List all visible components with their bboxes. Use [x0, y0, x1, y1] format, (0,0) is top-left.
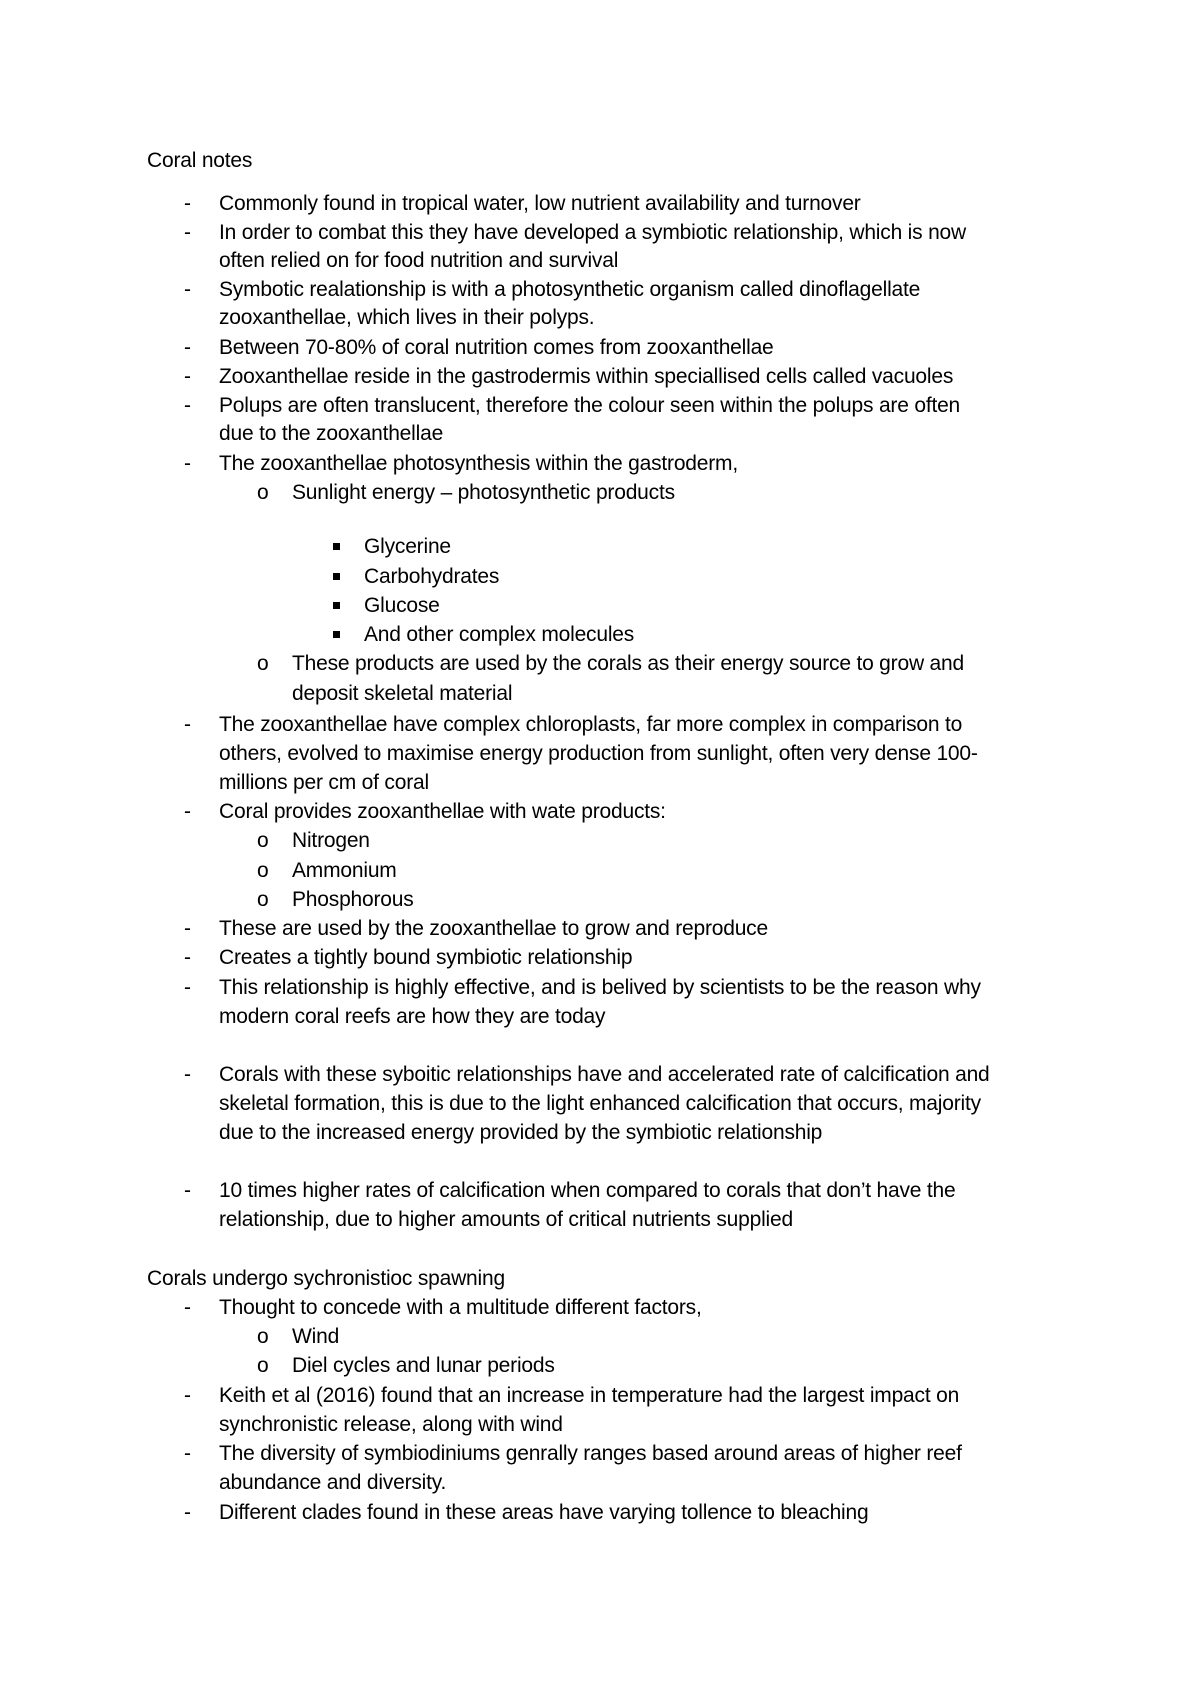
- list-item: Coral provides zooxanthellae with wate products:: [219, 800, 666, 823]
- dash-bullet: -: [184, 946, 191, 969]
- sub-sub-list-item: Carbohydrates: [364, 565, 500, 588]
- dash-bullet: -: [184, 1296, 191, 1319]
- circle-bullet: o: [257, 1325, 269, 1348]
- sub-list-item: Nitrogen: [292, 829, 370, 852]
- dash-bullet: -: [184, 1179, 191, 1202]
- dash-bullet: -: [184, 1063, 191, 1086]
- list-item: Keith et al (2016) found that an increase in temperature had the largest impact on: [219, 1384, 960, 1407]
- dash-bullet: -: [184, 365, 191, 388]
- square-bullet: [333, 602, 340, 609]
- dash-bullet: -: [184, 452, 191, 475]
- dash-bullet: -: [184, 917, 191, 940]
- dash-bullet: -: [184, 1501, 191, 1524]
- list-item: Commonly found in tropical water, low nutrient availability and turnover: [219, 192, 861, 215]
- square-bullet: [333, 573, 340, 580]
- sub-list-item: Ammonium: [292, 859, 397, 882]
- sub-list-item: Diel cycles and lunar periods: [292, 1354, 555, 1377]
- list-item: The zooxanthellae have complex chloroplasts, far more complex in comparison to: [219, 713, 963, 736]
- square-bullet: [333, 543, 340, 550]
- sub-list-item-continuation: deposit skeletal material: [292, 682, 513, 705]
- dash-bullet: -: [184, 976, 191, 999]
- sub-list-item: Wind: [292, 1325, 340, 1348]
- list-item-continuation: often relied on for food nutrition and survival: [219, 249, 619, 272]
- sub-sub-list-item: Glucose: [364, 594, 440, 617]
- dash-bullet: -: [184, 1442, 191, 1465]
- list-item-continuation: zooxanthellae, which lives in their polyps.: [219, 306, 595, 329]
- heading-coral-notes: Coral notes: [147, 149, 253, 172]
- list-item-continuation: due to the zooxanthellae: [219, 422, 444, 445]
- list-item-continuation: modern coral reefs are how they are today: [219, 1005, 606, 1028]
- dash-bullet: -: [184, 394, 191, 417]
- list-item: Creates a tightly bound symbiotic relationship: [219, 946, 633, 969]
- list-item: 10 times higher rates of calcification when compared to corals that don’t have the: [219, 1179, 956, 1202]
- heading-synchronistic-spawning: Corals undergo sychronistioc spawning: [147, 1267, 505, 1290]
- circle-bullet: o: [257, 1354, 269, 1377]
- list-item: In order to combat this they have developed a symbiotic relationship, which is now: [219, 221, 967, 244]
- list-item-continuation: millions per cm of coral: [219, 771, 429, 794]
- list-item: Polups are often translucent, therefore the colour seen within the polups are often: [219, 394, 961, 417]
- dash-bullet: -: [184, 713, 191, 736]
- list-item: Different clades found in these areas have varying tollence to bleaching: [219, 1501, 869, 1524]
- sub-list-item: These products are used by the corals as their energy source to grow and: [292, 652, 964, 675]
- dash-bullet: -: [184, 192, 191, 215]
- list-item: Symbotic realationship is with a photosynthetic organism called dinoflagellate: [219, 278, 921, 301]
- circle-bullet: o: [257, 481, 269, 504]
- circle-bullet: o: [257, 829, 269, 852]
- circle-bullet: o: [257, 859, 269, 882]
- list-item: These are used by the zooxanthellae to grow and reproduce: [219, 917, 768, 940]
- list-item-continuation: skeletal formation, this is due to the light enhanced calcification that occurs, majority: [219, 1092, 981, 1115]
- dash-bullet: -: [184, 1384, 191, 1407]
- list-item: Corals with these syboitic relationships have and accelerated rate of calcification and: [219, 1063, 990, 1086]
- list-item-continuation: due to the increased energy provided by the symbiotic relationship: [219, 1121, 823, 1144]
- circle-bullet: o: [257, 652, 269, 675]
- list-item: Between 70-80% of coral nutrition comes from zooxanthellae: [219, 336, 774, 359]
- dash-bullet: -: [184, 336, 191, 359]
- circle-bullet: o: [257, 888, 269, 911]
- dash-bullet: -: [184, 278, 191, 301]
- list-item-continuation: relationship, due to higher amounts of critical nutrients supplied: [219, 1208, 793, 1231]
- sub-sub-list-item: And other complex molecules: [364, 623, 635, 646]
- dash-bullet: -: [184, 221, 191, 244]
- list-item: This relationship is highly effective, and is belived by scientists to be the reason why: [219, 976, 981, 999]
- list-item: The diversity of symbiodiniums genrally ranges based around areas of higher reef: [219, 1442, 962, 1465]
- list-item: Thought to concede with a multitude different factors,: [219, 1296, 702, 1319]
- sub-list-item: Phosphorous: [292, 888, 414, 911]
- dash-bullet: -: [184, 800, 191, 823]
- list-item: The zooxanthellae photosynthesis within the gastroderm,: [219, 452, 738, 475]
- sub-list-item: Sunlight energy – photosynthetic products: [292, 481, 675, 504]
- square-bullet: [333, 631, 340, 638]
- sub-sub-list-item: Glycerine: [364, 535, 451, 558]
- list-item-continuation: synchronistic release, along with wind: [219, 1413, 563, 1436]
- list-item: Zooxanthellae reside in the gastrodermis within speciallised cells called vacuoles: [219, 365, 954, 388]
- list-item-continuation: others, evolved to maximise energy production from sunlight, often very dense 100-: [219, 742, 978, 765]
- list-item-continuation: abundance and diversity.: [219, 1471, 447, 1494]
